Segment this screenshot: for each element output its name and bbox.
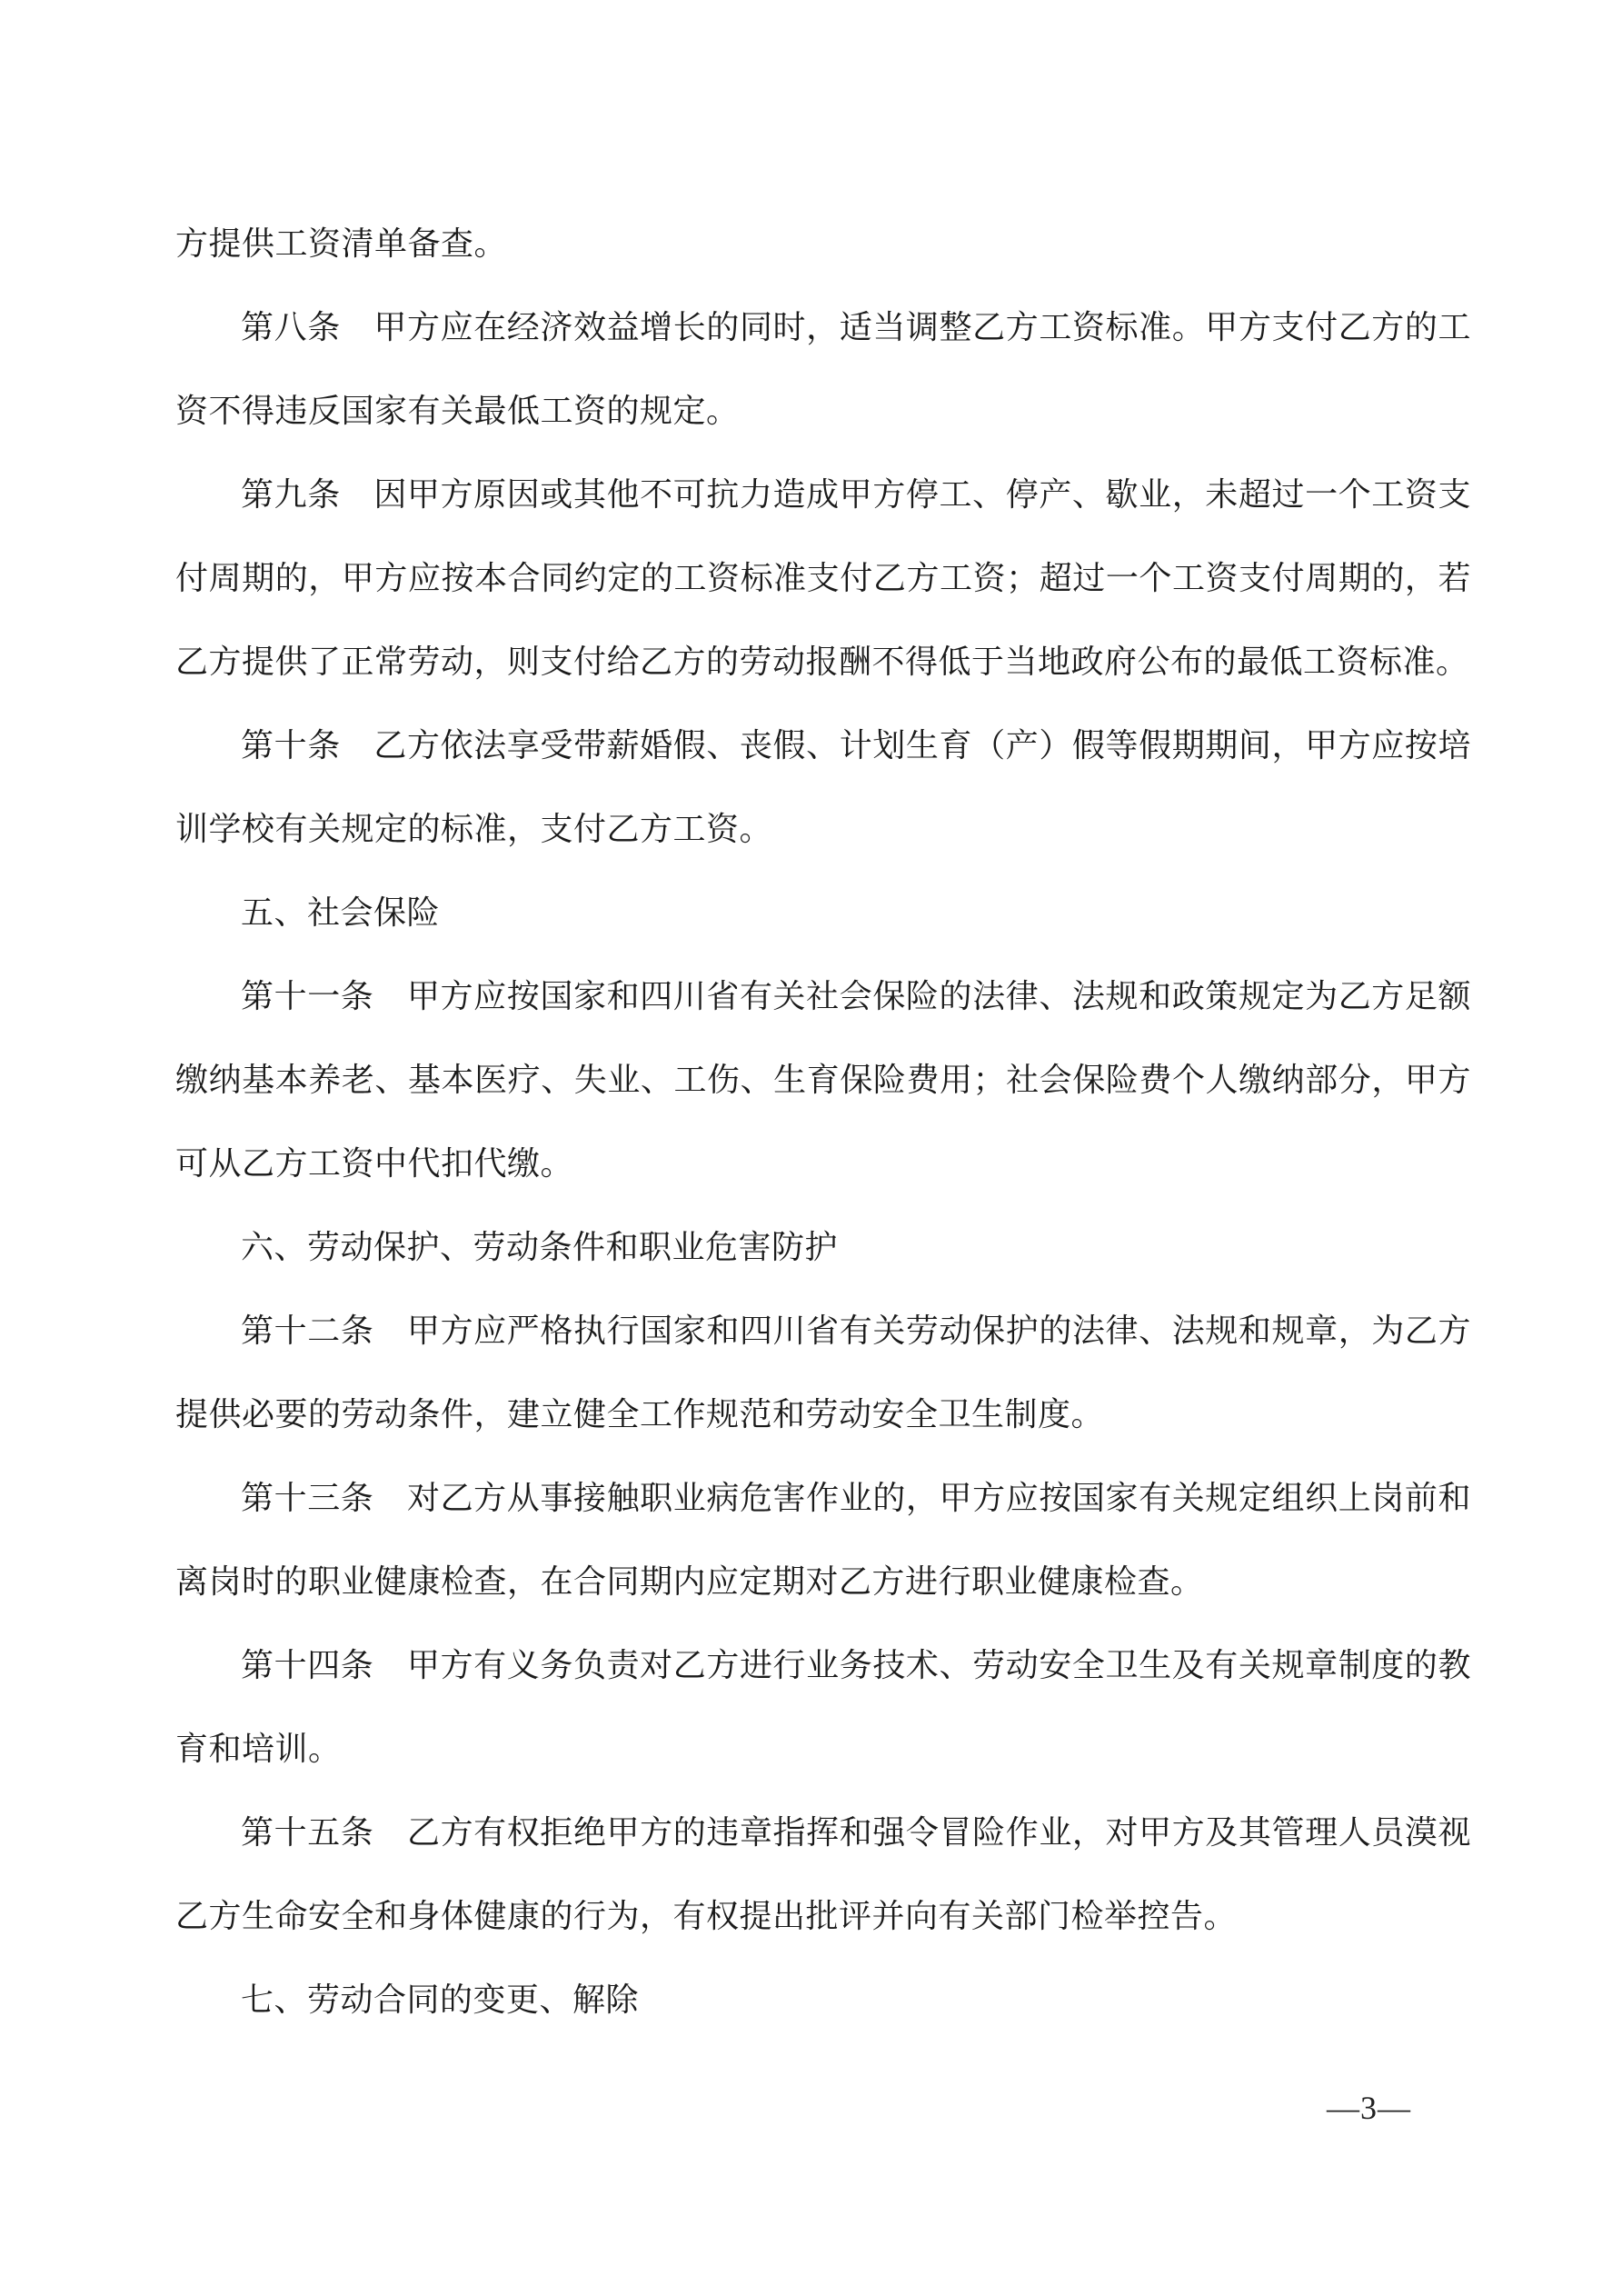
section-heading: 五、社会保险 xyxy=(241,893,441,931)
clause-paragraph: 第八条 甲方应在经济效益增长的同时，适当调整乙方工资标准。甲方支付乙方的工资不得违反国家有关最低工资的规定。 xyxy=(175,308,1471,429)
clause-paragraph: 第十四条 甲方有义务负责对乙方进行业务技术、劳动安全卫生及有关规章制度的教育和培训。 xyxy=(175,1646,1471,1767)
clause-paragraph: 第十三条 对乙方从事接触职业病危害作业的，甲方应按国家有关规定组织上岗前和离岗时的职业健康检查，在合同期内应定期对乙方进行职业健康检查。 xyxy=(175,1479,1471,1600)
clause-paragraph: 第十一条 甲方应按国家和四川省有关社会保险的法律、法规和政策规定为乙方足额缴纳基本养老、基本医疗、失业、工伤、生育保险费用；社会保险费个人缴纳部分，甲方可从乙方工资中代扣代缴。 xyxy=(175,977,1471,1182)
clause-paragraph: 第十五条 乙方有权拒绝甲方的违章指挥和强令冒险作业，对甲方及其管理人员漠视乙方生命安全和身体健康的行为，有权提出批评并向有关部门检举控告。 xyxy=(175,1813,1471,1934)
page-number: —3— xyxy=(1327,2090,1411,2126)
clause-paragraph: 第九条 因甲方原因或其他不可抗力造成甲方停工、停产、歇业，未超过一个工资支付周期的，甲方应按本合同约定的工资标准支付乙方工资；超过一个工资支付周期的，若乙方提供了正常劳动，则支付给乙方的劳动报酬不得低于当地政府公布的最低工资标准。 xyxy=(175,475,1471,680)
document-body xyxy=(175,202,1471,2041)
clause-paragraph: 第十条 乙方依法享受带薪婚假、丧假、计划生育（产）假等假期期间，甲方应按培训学校有关规定的标准，支付乙方工资。 xyxy=(175,726,1471,847)
continuation-paragraph: 方提供工资清单备查。 xyxy=(175,225,508,262)
section-heading: 七、劳动合同的变更、解除 xyxy=(241,1981,640,2018)
section-heading: 六、劳动保护、劳动条件和职业危害防护 xyxy=(241,1228,839,1265)
clause-paragraph: 第十二条 甲方应严格执行国家和四川省有关劳动保护的法律、法规和规章，为乙方提供必要的劳动条件，建立健全工作规范和劳动安全卫生制度。 xyxy=(175,1312,1471,1433)
